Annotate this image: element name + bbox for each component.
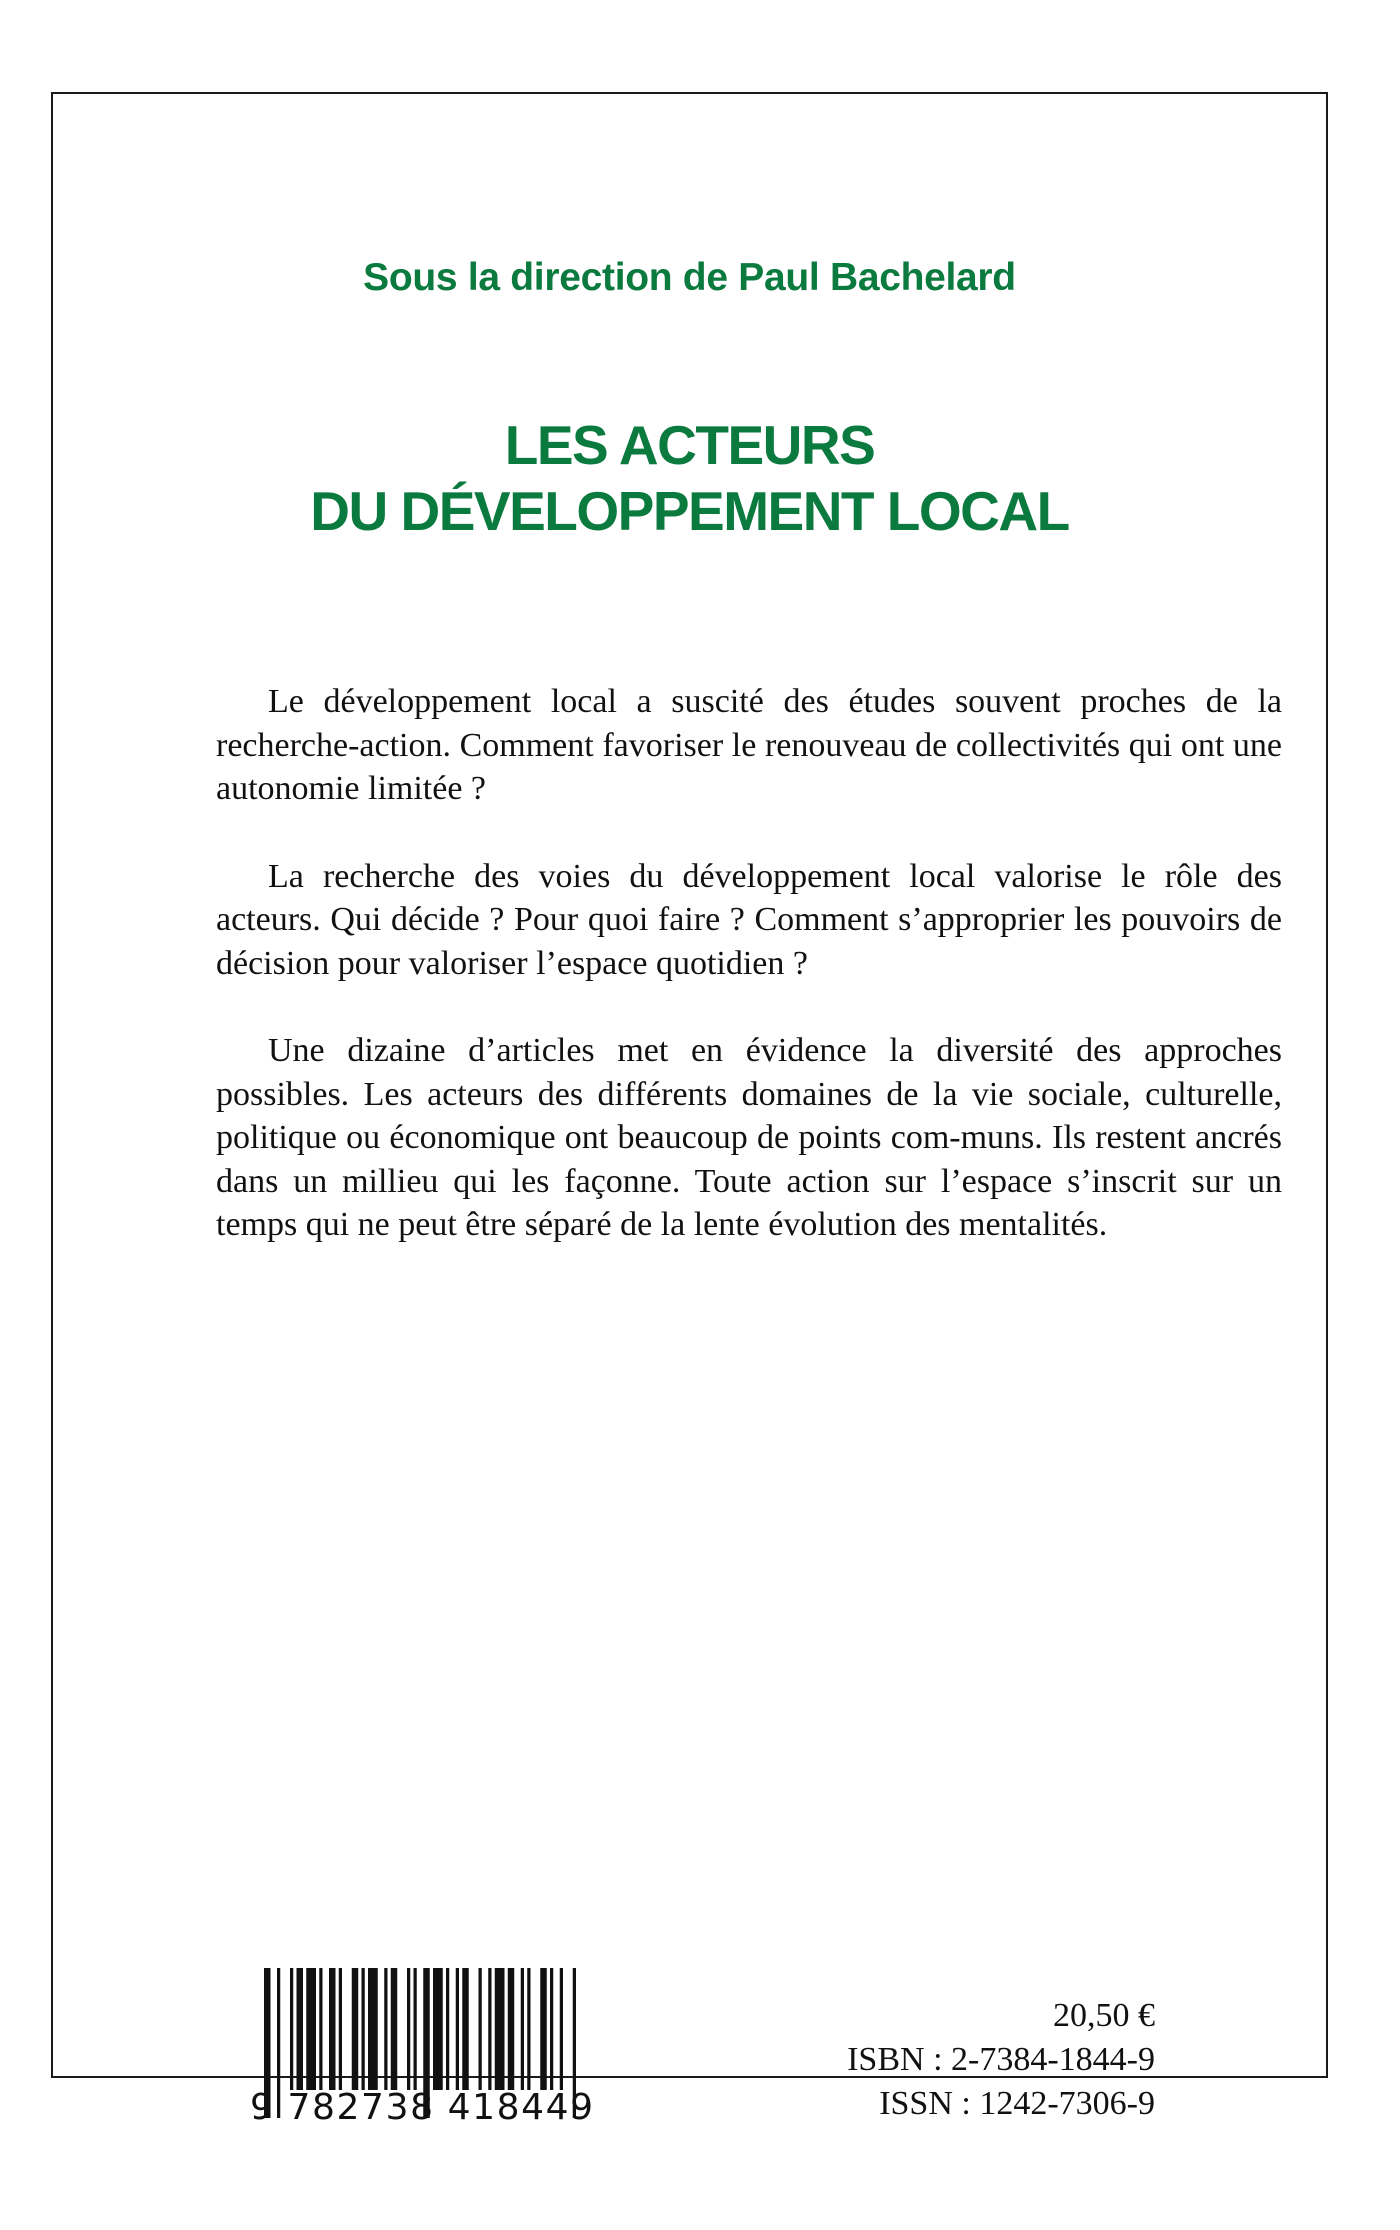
book-title <box>53 412 1326 544</box>
blurb-paragraph-3: Une dizaine d’articles met en évidence la diversité des approches possibles. Les acteurs des différents domaines de la vie sociale, culturelle, politique ou économique ont beaucoup de points com-muns. Ils restent ancrés dans un millieu qui les façonne. Toute action sur l’espace s’inscrit sur un temps qui ne peut être séparé de la lente évolution des mentalités. <box>216 1032 1282 1243</box>
book-title-line-2: DU DÉVELOPPEMENT LOCAL <box>310 480 1069 542</box>
blurb-paragraph-1: Le développement local a suscité des études souvent proches de la recherche-action. Comment favoriser le renouveau de collectivités qui ont une autonomie limitée ? <box>216 683 1282 807</box>
blurb-paragraph-2: La recherche des voies du développement local valorise le rôle des acteurs. Qui décide ? Pour quoi faire ? Comment s’approprier les pouvoirs de décision pour valoriser l’espace quotidien ? <box>216 857 1282 982</box>
publication-info <box>847 1994 1155 2126</box>
price: 20,50 € <box>1053 1997 1155 2034</box>
barcode-digits: 9 782738 418449 <box>250 2087 595 2128</box>
cover-frame <box>51 92 1328 2128</box>
blurb <box>216 680 1282 1291</box>
book-title-line-1: LES ACTEURS <box>504 414 875 476</box>
barcode <box>250 1968 655 2128</box>
editor-line: Sous la direction de Paul Bachelard <box>363 256 1016 299</box>
issn: ISSN : 1242-7306-9 <box>879 2085 1155 2122</box>
isbn: ISBN : 2-7384-1844-9 <box>847 2041 1155 2078</box>
